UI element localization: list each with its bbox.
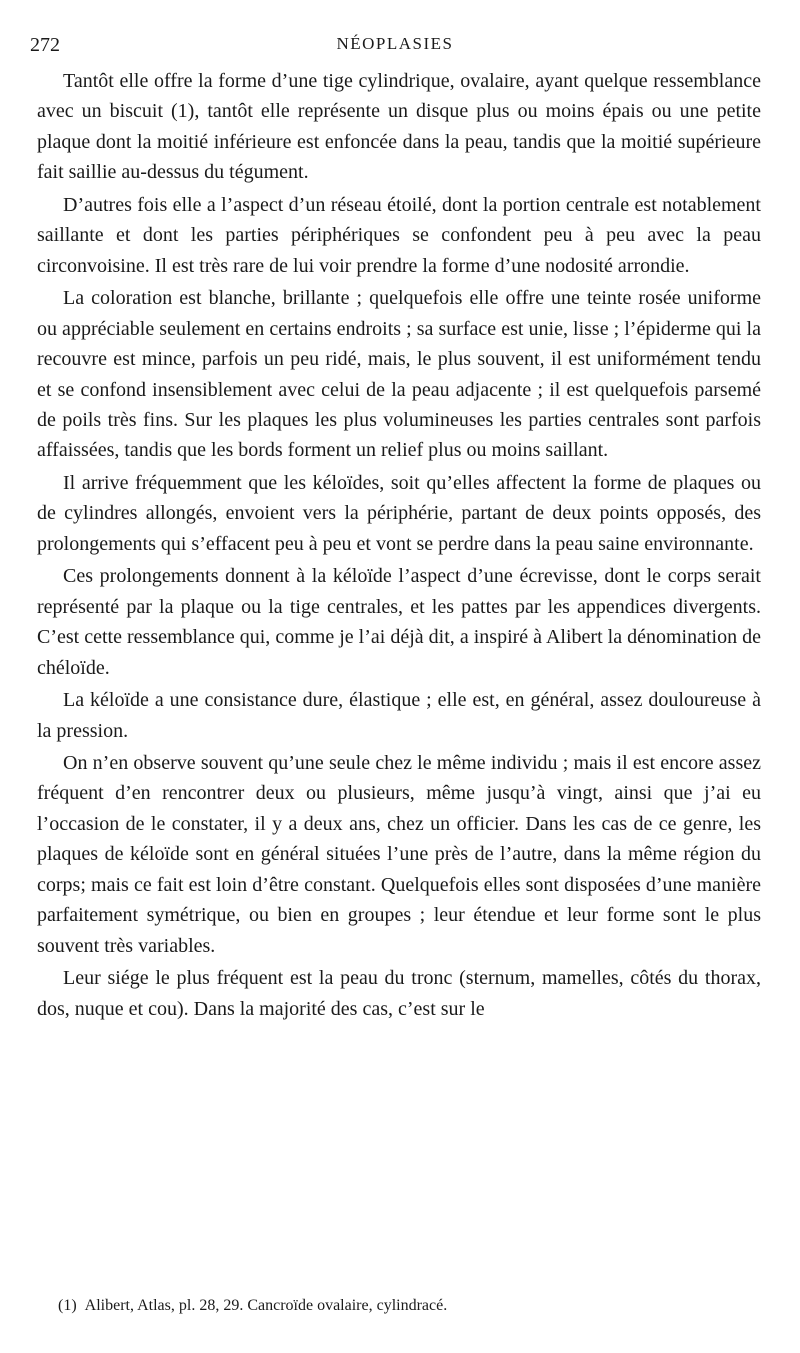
- paragraph: La kéloïde a une consistance dure, élastique ; elle est, en général, assez douloureuse à la pression.: [37, 689, 761, 742]
- paragraph: On n’en observe souvent qu’une seule chez le même individu ; mais il est encore assez fréquent d’en rencontrer deux ou plusieurs, même jusqu’à vingt, ainsi que j’ai eu l’occasion de le constater, il y a deux ans, chez un officier. Dans les cas de ce genre, les plaques de kéloïde sont en général situées l’une près de l’autre, dans la même région du corps; mais ce fait est loin d’être constant. Quelquefois elles sont disposées d’une manière parfaitement symétrique, ou bien en groupes ; leur étendue et leur forme sont le plus souvent très variables.: [37, 751, 761, 957]
- paragraph: Il arrive fréquemment que les kéloïdes, soit qu’elles affectent la forme de plaques ou de cylindres allongés, envoient vers la périphérie, partant de deux points opposés, des prolongements qui s’effacent peu à peu et vont se perdre dans la peau saine environnante.: [37, 471, 761, 555]
- footnote-text: Alibert, Atlas, pl. 28, 29. Cancroïde ovalaire, cylindracé.: [84, 1297, 448, 1314]
- paragraph: D’autres fois elle a l’aspect d’un réseau étoilé, dont la portion centrale est notablement saillante et dont les parties périphériques se confondent peu à peu avec la peau circonvoisine. Il est très rare de lui voir prendre la forme d’une nodosité arrondie.: [37, 193, 761, 277]
- paragraph: Leur siége le plus fréquent est la peau du tronc (sternum, mamelles, côtés du thorax, dos, nuque et cou). Dans la majorité des cas, c’est sur le: [37, 967, 761, 1020]
- paragraph: Ces prolongements donnent à la kéloïde l’aspect d’une écrevisse, dont le corps serait représenté par la plaque ou la tige centrales, et les pattes par les appendices divergents. C’est cette ressemblance qui, comme je l’ai déjà dit, a inspiré à Alibert la dénomination de chéloïde.: [37, 565, 761, 679]
- body-text: [37, 66, 761, 1026]
- page-header: [30, 34, 760, 58]
- footnote: [38, 1296, 758, 1316]
- paragraph: La coloration est blanche, brillante ; quelquefois elle offre une teinte rosée uniforme ou appréciable seulement en certains endroits ; sa surface est unie, lisse ; l’épiderme qui la recouvre est mince, parfois un peu ridé, mais, le plus souvent, il est uniformément tendu et se confond insensiblement avec celui de la peau adjacente ; il est quelquefois parsemé de poils très fins. Sur les plaques les plus volumineuses les parties centrales sont parfois affaissées, tandis que les bords forment un relief plus ou moins saillant.: [37, 287, 761, 462]
- paragraph: Tantôt elle offre la forme d’une tige cylindrique, ovalaire, ayant quelque ressemblance avec un biscuit (1), tantôt elle représente un disque plus ou moins épais ou une petite plaque dont la moitié inférieure est enfoncée dans la peau, tandis que la moitié supérieure fait saillie au-dessus du tégument.: [37, 70, 761, 184]
- running-title: NÉOPLASIES: [336, 34, 454, 53]
- footnote-marker: (1): [58, 1297, 77, 1314]
- page-number: 272: [30, 34, 60, 56]
